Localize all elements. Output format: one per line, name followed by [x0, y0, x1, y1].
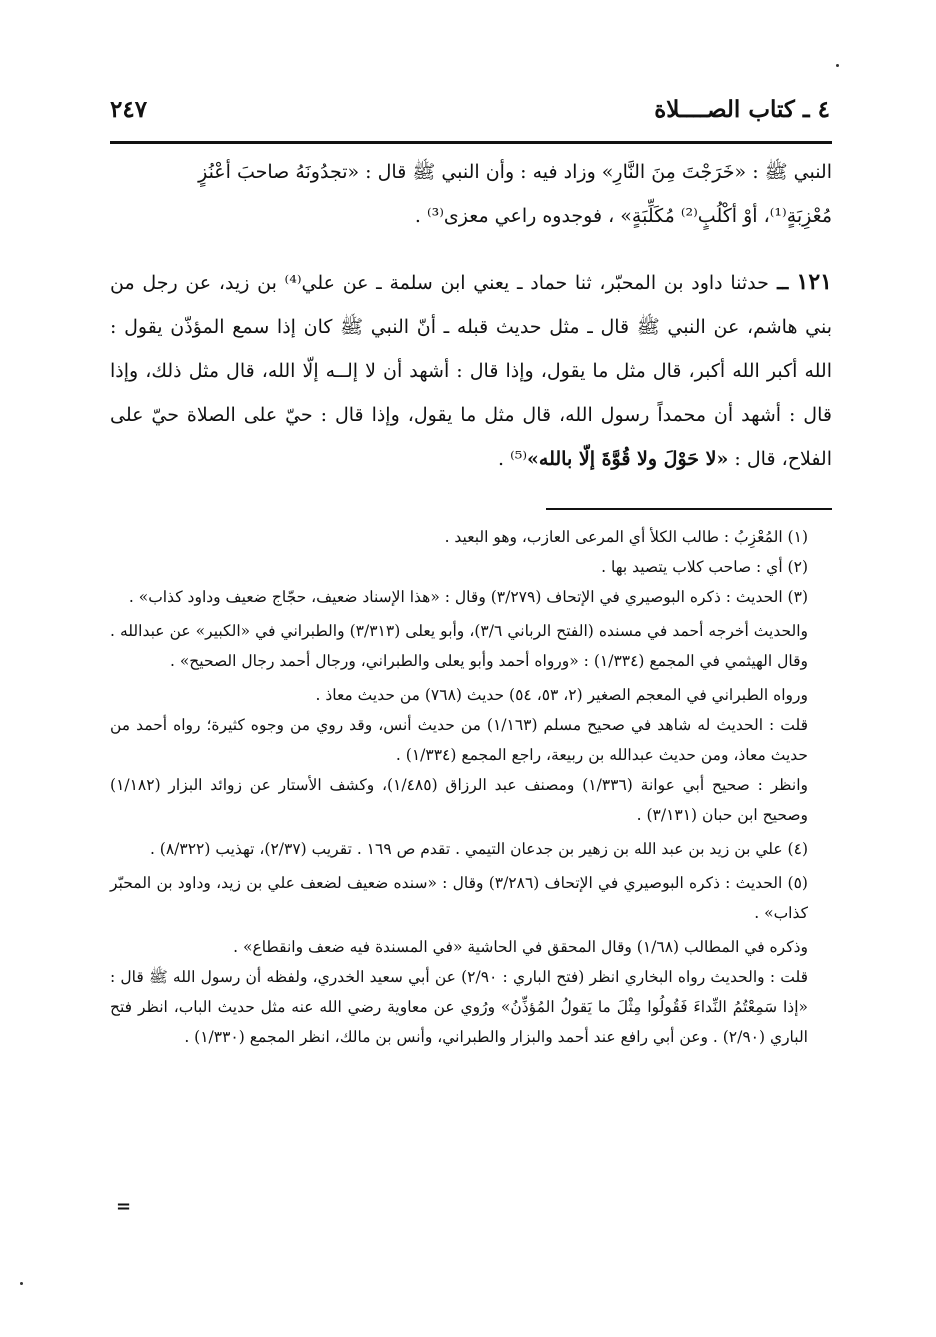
hadith-closing-end: ⁽⁵⁾ . [497, 448, 528, 470]
hadith-number: ١٢١ [796, 269, 832, 295]
scan-speck [836, 64, 839, 67]
page-header [110, 92, 830, 138]
footnote-4: (٤) علي بن زيد بن عبد الله بن زهير بن جدعان التيمي . تقدم ص ١٦٩ . تقريب (٢/٣٧)، تهذيب (٨/٣٢٢) . [149, 840, 808, 858]
footnote-1: (١) المُعْزِبُ : طالب الكلأ أي المرعى العازب، وهو البعيد . [444, 528, 808, 546]
main-text [110, 150, 832, 481]
chapter-title: ٤ ـ كتاب الصــــلاة [654, 96, 830, 123]
scan-speck [20, 1282, 23, 1285]
page-number: ٢٤٧ [110, 96, 148, 123]
continuation-line-1: النبي ﷺ : «خَرَجْتَ مِنَ النَّارِ» وزاد فيه : وأن النبي ﷺ قال : «تجدُونَهُ صاحبَ أعْنُزٍ [198, 161, 832, 183]
hadith-text: حدثنا داود بن المحبّر، ثنا حماد ـ يعني ابن سلمة ـ عن علي⁽⁴⁾ بن زيد، عن رجل من بني هاشم، عن النبي ﷺ قال ـ مثل حديث قبله ـ أنّ النبي ﷺ كان إذا سمع المؤذّن يقول : الله أكبر الله أكبر، قال مثل ما يقول، وإذا قال : أشهد أن لا إلــه إلّا الله، قال مثل ذلك، وإذا قال : أشهد أن محمداً رسول الله، قال مثل ما يقول، وإذا قال : حيّ على الصلاة حيّ على الفلاح، قال : [110, 272, 832, 470]
header-rule [110, 141, 832, 144]
footnote-3: (٣) الحديث : ذكره البوصيري في الإتحاف (٣/٢٧٩) وقال : «هذا الإسناد ضعيف، حجّاج ضعيف وداود كذاب» . [128, 588, 808, 606]
continuation-line-2: مُعْزِبَةٍ⁽¹⁾، أوْ أكْلُبٍ⁽²⁾ مُكَلِّبَةٍ» ، فوجدوه راعي معزى⁽³⁾ . [414, 205, 832, 227]
footnote-3-para-4: قلت : الحديث له شاهد في صحيح مسلم (١/١٦٣) من حديث أنس، وقد روي من وجوه كثيرة؛ رواه أحمد من حديث معاذ، ومن حديث عبدالله بن ربيعة، راجع المجمع (١/٣٣٤) . [110, 716, 808, 764]
hadith-dash: ــ [768, 272, 797, 294]
footnotes [110, 522, 832, 1052]
hadith-paragraph [110, 260, 832, 481]
footnote-3-para-2: والحديث أخرجه أحمد في مسنده (الفتح الرباني ٣/٦)، وأبو يعلى (٣/٣١٣) والطبراني في «الكبير» عن عبدالله . وقال الهيثمي في المجمع (١/٣٣٤) : «ورواه أحمد وأبو يعلى والطبراني، ورجال أحمد رجال الصحيح» . [110, 622, 808, 670]
footnote-3-para-5: وانظر : صحيح أبي عوانة (١/٣٣٦) ومصنف عبد الرزاق (١/٤٨٥)، وكشف الأستار عن زوائد البزار (١/١٨٢) وصحيح ابن حبان (٣/١٣١) . [110, 776, 808, 824]
footnote-2: (٢) أي : صاحب كلاب يتصيد بها . [601, 558, 808, 576]
footnote-separator [546, 508, 832, 510]
continuation-mark: = [116, 1196, 132, 1217]
footnote-3-para-3: ورواه الطبراني في المعجم الصغير (٢، ٥٣، ٥٤) حديث (٧٦٨) من حديث معاذ . [315, 686, 808, 704]
footnote-5-para-2: وذكره في المطالب (١/٦٨) وقال المحقق في الحاشية «في المسندة فيه ضعف وانقطاع» . [233, 938, 808, 956]
footnote-5-para-3: قلت : والحديث رواه البخاري انظر (فتح الباري : ٢/٩٠) عن أبي سعيد الخدري، ولفظه أن رسول الله ﷺ قال : «إذا سَمِعْتُمُ النِّداءَ فَقُولُوا مِثْلَ ما يَقولُ المُؤذِّنُ» ورُوي عن معاوية رضي الله عنه مثل حديث الباب، انظر فتح الباري (٢/٩٠) . وعن أبي رافع عند أحمد والبزار والطبراني، وأنس بن مالك، انظر المجمع (١/٣٣٠) . [110, 968, 808, 1046]
hadith-closing-quote: «لا حَوْلَ ولا قُوَّةَ إلّا بالله» [527, 448, 729, 470]
footnote-5: (٥) الحديث : ذكره البوصيري في الإتحاف (٣/٢٨٦) وقال : «سنده ضعيف لضعف علي بن زيد، وداود بن المحبّر كذاب» . [110, 874, 808, 922]
